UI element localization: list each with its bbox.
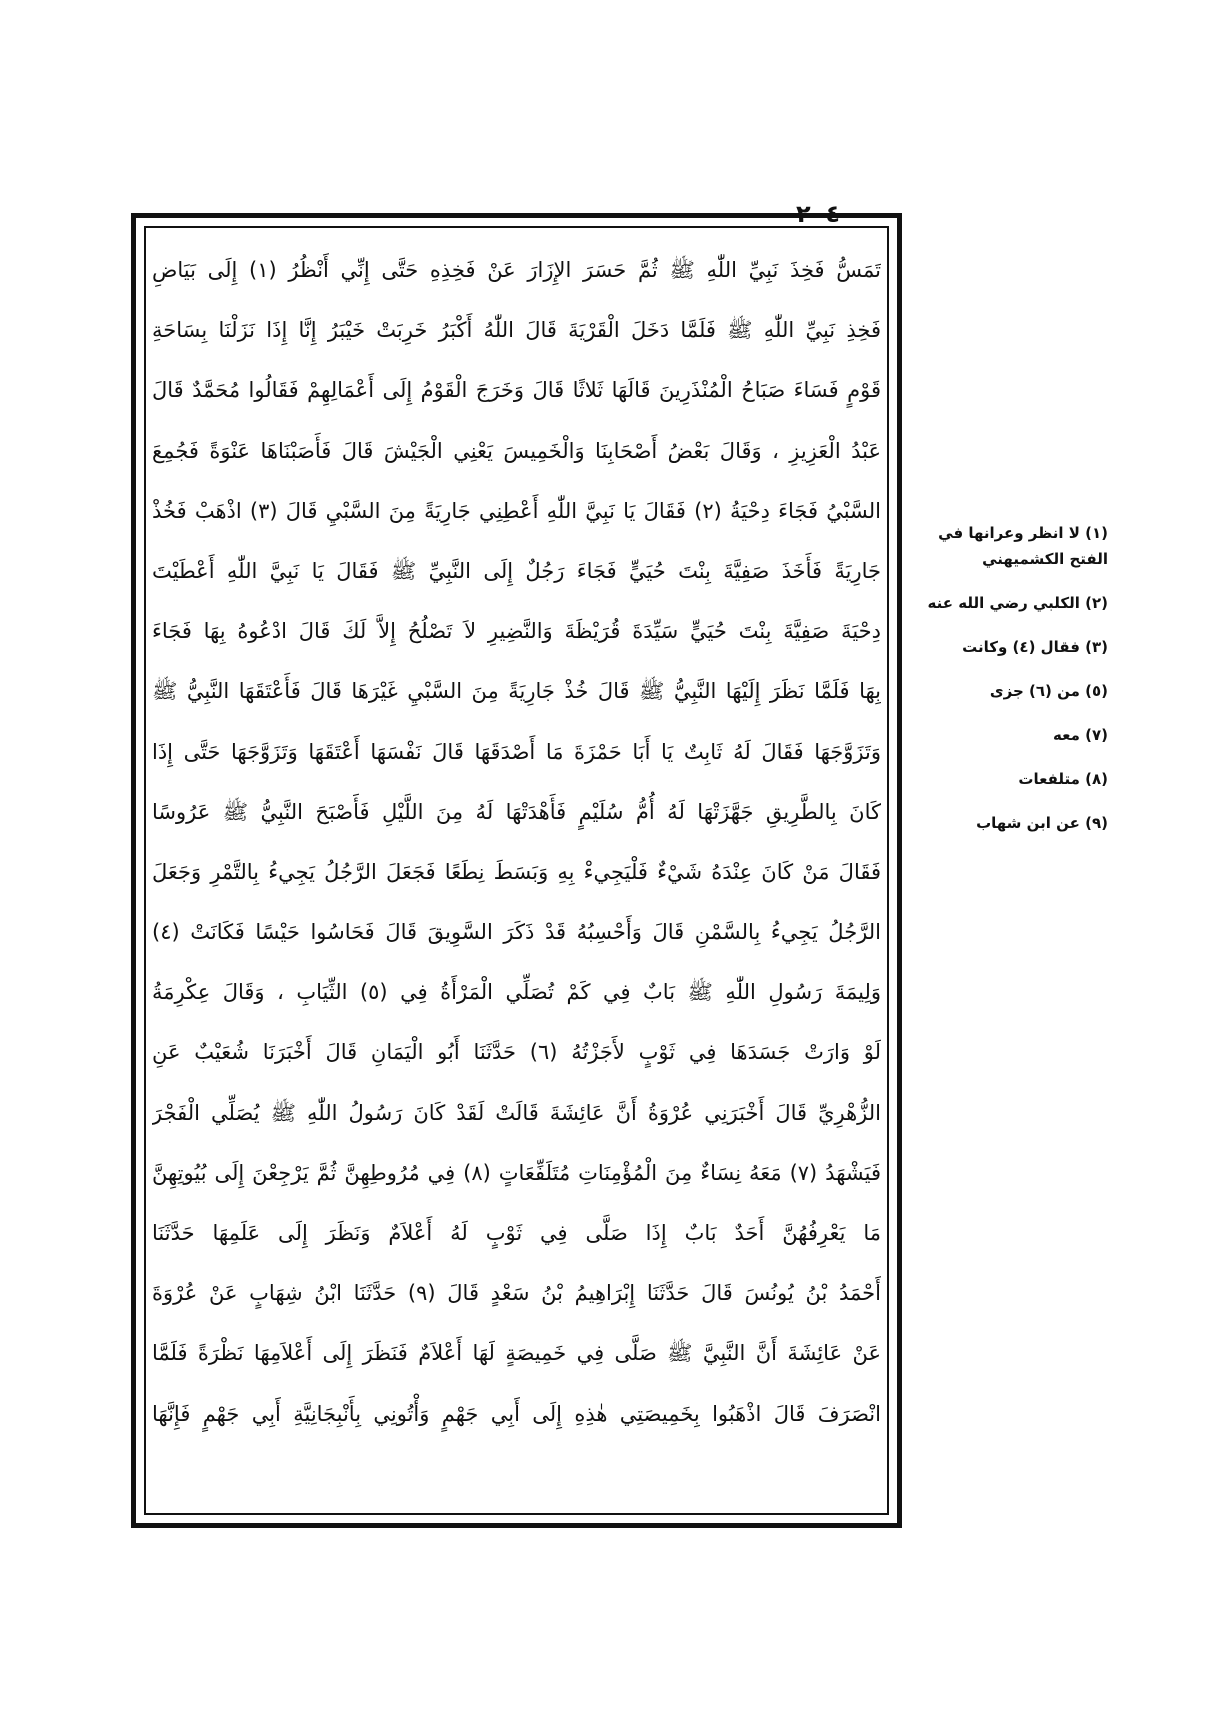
text-line: تَمَسُّ فَخِذَ نَبِيِّ اللّٰهِ ﷺ ثُمَّ حَسَرَ الإِزَارَ عَنْ فَخِذِهِ حَتَّى إِنِّي أَنْظُرُ (١) إِلَى بَيَاضِ (152, 258, 881, 282)
margin-note: (٩) عن ابن شهاب (976, 814, 1108, 832)
margin-notes (918, 520, 1108, 854)
page-number: ٢٠٤ (796, 200, 840, 228)
text-line: لَوْ وَارَتْ جَسَدَهَا فِي ثَوْبٍ لأَجَزْتُهُ (٦) حَدَّثَنَا أَبُو الْيَمَانِ قَالَ أَخْبَرَنَا شُعَيْبٌ عَنِ (152, 1040, 881, 1065)
text-line: عَنْ عَائِشَةَ أَنَّ النَّبِيَّ ﷺ صَلَّى فِي خَمِيصَةٍ لَهَا أَعْلاَمٌ فَنَظَرَ إِلَى أَعْلاَمِهَا نَظْرَةً فَلَمَّا (152, 1341, 881, 1366)
text-line: عَبْدُ الْعَزِيزِ ، وَقَالَ بَعْضُ أَصْحَابِنَا وَالْخَمِيسَ يَعْنِي الْجَيْشَ قَالَ فَأَصَبْنَاهَا عَنْوَةً فَجُمِعَ (152, 438, 881, 463)
margin-note: (١) لا انظر وعرانها في الفتح الكشميهني (938, 524, 1108, 568)
text-line: جَارِيَةً فَأَخَذَ صَفِيَّةَ بِنْتَ حُيَيٍّ فَجَاءَ رَجُلٌ إِلَى النَّبِيِّ ﷺ فَقَالَ يَا نَبِيَّ اللّٰهِ أَعْطَيْتَ (152, 558, 881, 583)
text-line: السَّبْيُ فَجَاءَ دِحْيَةُ (٢) فَقَالَ يَا نَبِيَّ اللّٰهِ أَعْطِنِي جَارِيَةً مِنَ السَّبْيِ قَالَ (٣) اذْهَبْ فَخُذْ (152, 498, 881, 523)
text-line: الزُّهْرِيِّ قَالَ أَخْبَرَنِي عُرْوَةُ أَنَّ عَائِشَةَ قَالَتْ لَقَدْ كَانَ رَسُولُ اللّٰهِ ﷺ يُصَلِّي الْفَجْرَ (152, 1100, 881, 1125)
text-line: دِحْيَةَ صَفِيَّةَ بِنْتَ حُيَيٍّ سَيِّدَةَ قُرَيْظَةَ وَالنَّضِيرِ لاَ تَصْلُحُ إِلاَّ لَكَ قَالَ ادْعُوهُ بِهَا فَجَاءَ (152, 619, 881, 644)
text-line: بِهَا فَلَمَّا نَظَرَ إِلَيْهَا النَّبِيُّ ﷺ قَالَ خُذْ جَارِيَةً مِنَ السَّبْيِ غَيْرَهَا قَالَ فَأَعْتَقَهَا النَّبِيُّ ﷺ (152, 679, 881, 704)
text-line: الرَّجُلُ يَجِيءُ بِالسَّمْنِ قَالَ وَأَحْسِبُهُ قَدْ ذَكَرَ السَّوِيقَ قَالَ فَحَاسُوا حَيْسًا فَكَانَتْ (٤) (152, 920, 881, 945)
text-line: أَحْمَدُ بْنُ يُونُسَ قَالَ حَدَّثَنَا إِبْرَاهِيمُ بْنُ سَعْدٍ قَالَ (٩) حَدَّثَنَا ابْنُ شِهَابٍ عَنْ عُرْوَةَ (152, 1281, 881, 1306)
text-line: فَيَشْهَدُ (٧) مَعَهُ نِسَاءٌ مِنَ الْمُؤْمِنَاتِ مُتَلَفِّعَاتٍ (٨) فِي مُرُوطِهِنَّ ثُمَّ يَرْجِعْنَ إِلَى بُيُوتِهِنَّ (152, 1160, 881, 1185)
text-line: مَا يَعْرِفُهُنَّ أَحَدٌ بَابٌ إِذَا صَلَّى فِي ثَوْبٍ لَهُ أَعْلاَمٌ وَنَظَرَ إِلَى عَلَمِهَا حَدَّثَنَا (152, 1221, 881, 1245)
text-line: انْصَرَفَ قَالَ اذْهَبُوا بِخَمِيصَتِي هٰذِهِ إِلَى أَبِي جَهْمٍ وَأْتُونِي بِأَنْبِجَانِيَّةِ أَبِي جَهْمٍ فَإِنَّهَا (152, 1401, 881, 1426)
text-line: فَقَالَ مَنْ كَانَ عِنْدَهُ شَيْءٌ فَلْيَجِيءْ بِهِ وَبَسَطَ نِطَعًا فَجَعَلَ الرَّجُلُ يَجِيءُ بِالتَّمْرِ وَجَعَلَ (152, 859, 881, 884)
margin-note: (٢) الكلبي رضي الله عنه (927, 594, 1108, 612)
text-line (152, 1444, 881, 1504)
main-text-body (152, 240, 881, 1505)
text-line: قَوْمٍ فَسَاءَ صَبَاحُ الْمُنْذَرِينَ قَالَهَا ثَلاثًا قَالَ وَخَرَجَ الْقَوْمُ إِلَى أَعْمَالِهِمْ فَقَالُوا مُحَمَّدٌ قَالَ (152, 378, 881, 403)
text-line: كَانَ بِالطَّرِيقِ جَهَّزَتْهَا لَهُ أُمُّ سُلَيْمٍ فَأَهْدَتْهَا لَهُ مِنَ اللَّيْلِ فَأَصْبَحَ النَّبِيُّ ﷺ عَرُوسًا (152, 799, 881, 824)
margin-note: (٨) متلفعات (1018, 770, 1108, 788)
margin-note: (٧) معه (1053, 726, 1108, 744)
margin-note: (٣) فقال (٤) وكانت (962, 638, 1108, 656)
margin-note: (٥) من (٦) جزى (989, 682, 1108, 700)
text-line: وَلِيمَةَ رَسُولِ اللّٰهِ ﷺ بَابٌ فِي كَمْ تُصَلِّي الْمَرْأَةُ فِي (٥) الثِّيَابِ ، وَقَالَ عِكْرِمَةُ (152, 980, 881, 1005)
text-line: وَتَزَوَّجَهَا فَقَالَ لَهُ ثَابِتٌ يَا أَبَا حَمْزَةَ مَا أَصْدَقَهَا قَالَ نَفْسَهَا أَعْتَقَهَا وَتَزَوَّجَهَا حَتَّى إِذَا (152, 739, 881, 764)
text-line: فَخِذِ نَبِيِّ اللّٰهِ ﷺ فَلَمَّا دَخَلَ الْقَرْيَةَ قَالَ اللّٰهُ أَكْبَرُ خَرِبَتْ خَيْبَرُ إِنَّا إِذَا نَزَلْنَا بِسَاحَةِ (152, 318, 881, 343)
